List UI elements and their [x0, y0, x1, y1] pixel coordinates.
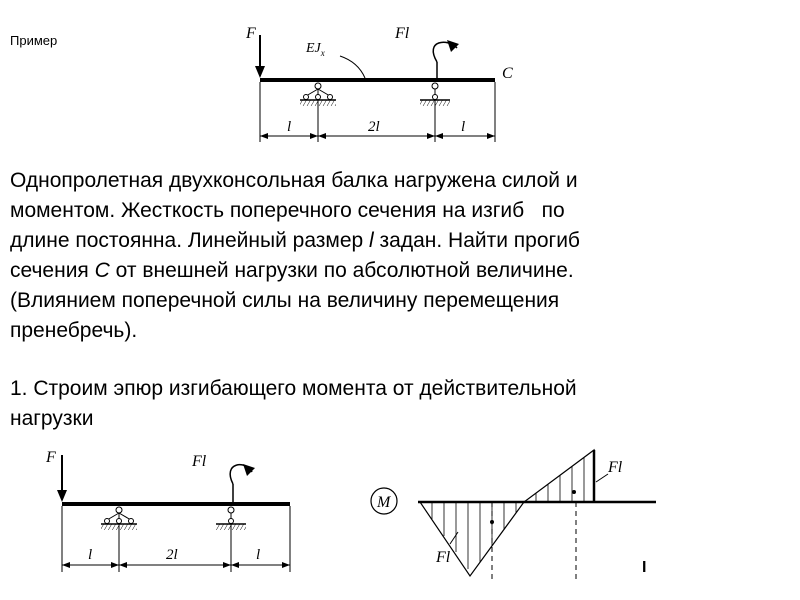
moment-label-top: Fl — [395, 25, 410, 42]
problem-line-4: сечения C от внешней нагрузки по абсолютной величине. — [10, 259, 574, 282]
problem-line-2: моментом. Жесткость поперечного сечения на изгиб по — [10, 199, 565, 222]
moment-arrowhead-top — [447, 40, 459, 52]
dim-label-bottom-3: l — [256, 547, 261, 563]
ordinate-dot-1 — [490, 520, 494, 524]
dim-label-top-2: 2l — [368, 119, 380, 135]
stiffness-leader — [340, 56, 365, 78]
moment-neg-label: Fl — [436, 549, 451, 566]
side-mark: I — [642, 559, 647, 576]
moment-diagram — [360, 440, 800, 600]
moment-pos-label: Fl — [608, 459, 623, 476]
problem-line-1: Однопролетная двухконсольная балка нагружена силой и — [10, 169, 578, 192]
step-1-line-1: 1. Строим эпюр изгибающего момента от действительной — [10, 377, 577, 400]
force-label-bottom: F — [46, 449, 56, 466]
problem-line-6: пренебречь). — [10, 319, 138, 342]
beam-diagram-bottom — [0, 440, 320, 600]
point-c-label: C — [502, 65, 513, 82]
problem-line-3: длине постоянна. Линейный размер l задан. Найти прогиб — [10, 229, 580, 252]
dim-label-top-1: l — [287, 119, 292, 135]
ordinate-dot-2 — [572, 490, 576, 494]
force-label-top: F — [246, 25, 256, 42]
var-l: l — [369, 229, 374, 252]
pos-label-leader — [596, 474, 608, 482]
dim-label-bottom-2: 2l — [166, 547, 178, 563]
moment-arrowhead-bottom — [243, 464, 255, 476]
force-arrowhead-top — [255, 66, 265, 78]
stiffness-label: $EJ_x$ — [306, 41, 325, 58]
problem-line-5: (Влиянием поперечной силы на величину перемещения — [10, 289, 560, 312]
dim-label-bottom-1: l — [88, 547, 93, 563]
var-c: C — [94, 259, 110, 282]
moment-positive-area — [524, 450, 594, 502]
moment-circle-label: M — [377, 494, 391, 511]
problem-statement — [10, 166, 790, 346]
example-label: Пример — [10, 33, 58, 48]
step-1-line-2: нагрузки — [10, 407, 94, 430]
step-1-text — [10, 374, 790, 434]
dim-label-top-3: l — [461, 119, 466, 135]
beam-diagram-top — [0, 0, 800, 160]
force-arrowhead-bottom — [57, 490, 67, 502]
moment-label-bottom: Fl — [192, 453, 207, 470]
